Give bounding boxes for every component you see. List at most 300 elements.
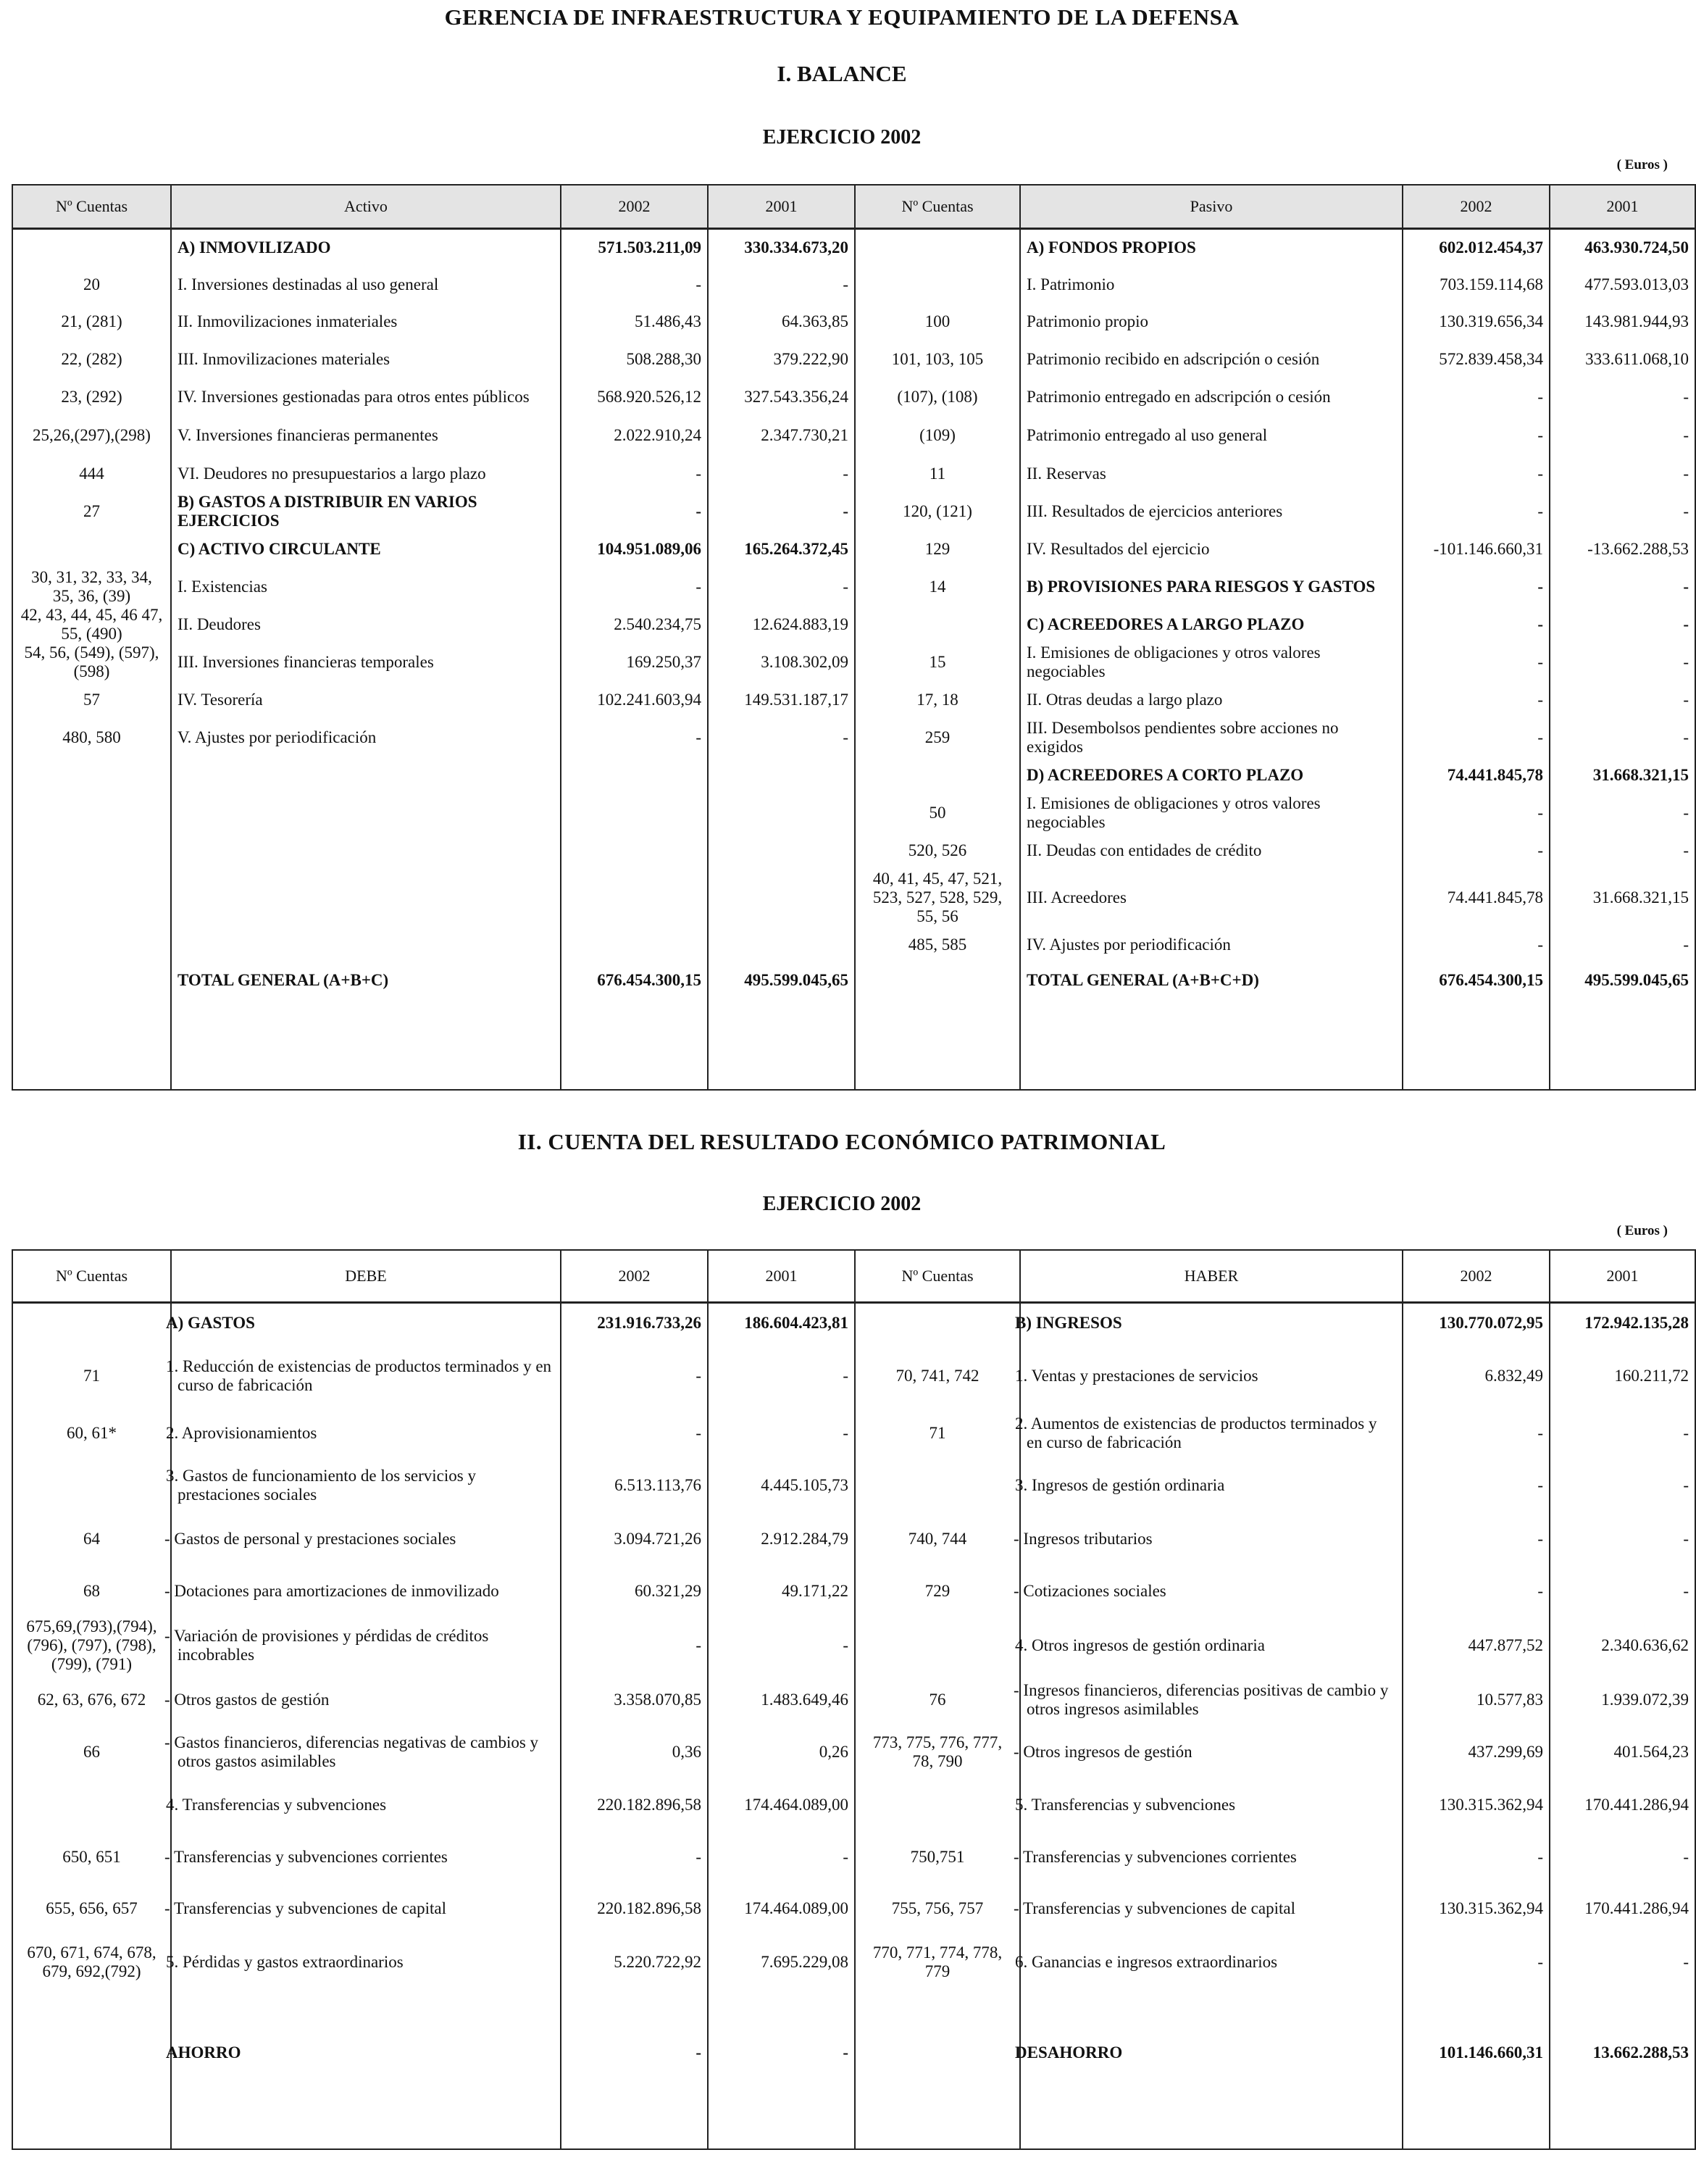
- debe-value-2001: -: [708, 1617, 855, 1674]
- haber-account-codes: 750,751: [855, 1832, 1020, 1883]
- activo-concept: [171, 832, 561, 870]
- debe-account-codes: 68: [12, 1565, 171, 1617]
- haber-account-codes: 755, 756, 757: [855, 1883, 1020, 1935]
- pasivo-value-2002: -: [1403, 378, 1550, 416]
- activo-value-2002: 508.288,30: [561, 341, 708, 378]
- activo-value-2001: -: [708, 568, 855, 606]
- resultado-row: [12, 1409, 1695, 1458]
- haber-concept: - Ingresos financieros, diferencias positivas de cambio y otros ingresos asimilables: [1020, 1674, 1403, 1726]
- pasivo-value-2002: 602.012.454,37: [1403, 229, 1550, 267]
- pasivo-value-2001: -: [1550, 378, 1695, 416]
- activo-value-2002: -: [561, 719, 708, 757]
- pasivo-account-codes: (107), (108): [855, 378, 1020, 416]
- debe-concept: - Gastos financieros, diferencias negativas de cambios y otros gastos asimilables: [171, 1726, 561, 1778]
- activo-concept: TOTAL GENERAL (A+B+C): [171, 964, 561, 1090]
- resultado-row: [12, 1935, 1695, 1990]
- resultado-row: [12, 1674, 1695, 1726]
- pasivo-value-2002: -: [1403, 568, 1550, 606]
- pasivo-value-2002: -101.146.660,31: [1403, 530, 1550, 568]
- haber-value-2002: -: [1403, 1565, 1550, 1617]
- activo-value-2002: 676.454.300,15: [561, 964, 708, 1090]
- debe-value-2002: 231.916.733,26: [561, 1303, 708, 1343]
- pasivo-concept: Patrimonio recibido en adscripción o cesión: [1020, 341, 1403, 378]
- resultado-col-debe-cuentas: Nº Cuentas: [12, 1250, 171, 1303]
- debe-concept: 1. Reducción de existencias de productos terminados y en curso de fabricación: [171, 1343, 561, 1409]
- haber-value-2001: 2.340.636,62: [1550, 1617, 1695, 1674]
- activo-value-2001: 330.334.673,20: [708, 229, 855, 267]
- haber-value-2002: -: [1403, 1935, 1550, 1990]
- debe-value-2001: 2.912.284,79: [708, 1513, 855, 1565]
- activo-account-codes: [12, 757, 171, 794]
- pasivo-concept: A) FONDOS PROPIOS: [1020, 229, 1403, 267]
- debe-concept: A) GASTOS: [171, 1303, 561, 1343]
- pasivo-value-2002: 703.159.114,68: [1403, 267, 1550, 303]
- debe-account-codes: 670, 671, 674, 678, 679, 692,(792): [12, 1935, 171, 1990]
- debe-concept: 4. Transferencias y subvenciones: [171, 1778, 561, 1832]
- activo-value-2001: 327.543.356,24: [708, 378, 855, 416]
- balance-table: [12, 184, 1696, 1091]
- pasivo-concept: TOTAL GENERAL (A+B+C+D): [1020, 964, 1403, 1090]
- pasivo-value-2002: -: [1403, 681, 1550, 719]
- resultado-section-title: II. CUENTA DEL RESULTADO ECONÓMICO PATRIMONIAL: [517, 1129, 1166, 1154]
- pasivo-value-2002: 676.454.300,15: [1403, 964, 1550, 1090]
- debe-value-2002: 3.358.070,85: [561, 1674, 708, 1726]
- pasivo-concept: Patrimonio propio: [1020, 303, 1403, 341]
- debe-account-codes: 655, 656, 657: [12, 1883, 171, 1935]
- debe-value-2001: 4.445.105,73: [708, 1458, 855, 1513]
- balance-col-activo: Activo: [171, 185, 561, 229]
- pasivo-concept: Patrimonio entregado al uso general: [1020, 416, 1403, 455]
- debe-account-codes: 675,69,(793),(794), (796), (797), (798), (799), (791): [12, 1617, 171, 1674]
- debe-account-codes: 60, 61*: [12, 1409, 171, 1458]
- debe-value-2001: 49.171,22: [708, 1565, 855, 1617]
- debe-account-codes: [12, 1778, 171, 1832]
- resultado-row: [12, 1565, 1695, 1617]
- haber-value-2002: -: [1403, 1409, 1550, 1458]
- debe-concept: - Transferencias y subvenciones de capital: [171, 1883, 561, 1935]
- debe-value-2001: 0,26: [708, 1726, 855, 1778]
- resultado-header-row: [12, 1250, 1695, 1303]
- debe-account-codes: [12, 1458, 171, 1513]
- haber-value-2001: -: [1550, 1458, 1695, 1513]
- haber-account-codes: 70, 741, 742: [855, 1343, 1020, 1409]
- pasivo-concept: B) PROVISIONES PARA RIESGOS Y GASTOS: [1020, 568, 1403, 606]
- activo-concept: [171, 926, 561, 964]
- pasivo-concept: III. Desembolsos pendientes sobre acciones no exigidos: [1020, 719, 1403, 757]
- resultado-col-debe-2001: 2001: [708, 1250, 855, 1303]
- haber-value-2001: -: [1550, 1409, 1695, 1458]
- pasivo-value-2002: 130.319.656,34: [1403, 303, 1550, 341]
- resultado-row: [12, 1883, 1695, 1935]
- activo-account-codes: [12, 832, 171, 870]
- haber-value-2002: 130.315.362,94: [1403, 1778, 1550, 1832]
- activo-value-2001: -: [708, 493, 855, 530]
- activo-value-2001: -: [708, 267, 855, 303]
- activo-account-codes: 22, (282): [12, 341, 171, 378]
- pasivo-account-codes: [855, 757, 1020, 794]
- debe-concept: AHORRO: [171, 1990, 561, 2149]
- pasivo-value-2001: 463.930.724,50: [1550, 229, 1695, 267]
- debe-concept: - Otros gastos de gestión: [171, 1674, 561, 1726]
- debe-value-2002: -: [561, 1409, 708, 1458]
- activo-value-2001: [708, 757, 855, 794]
- haber-concept: - Ingresos tributarios: [1020, 1513, 1403, 1565]
- resultado-row: [12, 1726, 1695, 1778]
- pasivo-concept: IV. Ajustes por periodificación: [1020, 926, 1403, 964]
- activo-concept: [171, 757, 561, 794]
- haber-value-2001: 170.441.286,94: [1550, 1883, 1695, 1935]
- pasivo-value-2002: 74.441.845,78: [1403, 757, 1550, 794]
- pasivo-account-codes: 11: [855, 455, 1020, 493]
- haber-value-2001: -: [1550, 1832, 1695, 1883]
- debe-value-2002: -: [561, 1617, 708, 1674]
- activo-account-codes: 25,26,(297),(298): [12, 416, 171, 455]
- activo-value-2001: [708, 794, 855, 832]
- activo-concept: [171, 794, 561, 832]
- haber-value-2001: 170.441.286,94: [1550, 1778, 1695, 1832]
- pasivo-value-2001: -: [1550, 926, 1695, 964]
- resultado-year: EJERCICIO 2002: [762, 1193, 922, 1215]
- debe-value-2001: -: [708, 1832, 855, 1883]
- balance-year: EJERCICIO 2002: [762, 126, 922, 149]
- pasivo-account-codes: 100: [855, 303, 1020, 341]
- activo-value-2001: 64.363,85: [708, 303, 855, 341]
- pasivo-value-2002: -: [1403, 719, 1550, 757]
- activo-value-2001: 3.108.302,09: [708, 643, 855, 681]
- entity-title: GERENCIA DE INFRAESTRUCTURA Y EQUIPAMIENTO DE LA DEFENSA: [444, 4, 1240, 30]
- pasivo-value-2002: 74.441.845,78: [1403, 870, 1550, 926]
- pasivo-concept: II. Deudas con entidades de crédito: [1020, 832, 1403, 870]
- pasivo-account-codes: 14: [855, 568, 1020, 606]
- pasivo-account-codes: [855, 267, 1020, 303]
- pasivo-concept: I. Emisiones de obligaciones y otros valores negociables: [1020, 794, 1403, 832]
- pasivo-value-2001: -: [1550, 568, 1695, 606]
- activo-value-2002: [561, 757, 708, 794]
- pasivo-value-2001: -: [1550, 416, 1695, 455]
- debe-account-codes: 62, 63, 676, 672: [12, 1674, 171, 1726]
- haber-value-2002: 437.299,69: [1403, 1726, 1550, 1778]
- activo-value-2002: 169.250,37: [561, 643, 708, 681]
- activo-concept: II. Deudores: [171, 606, 561, 643]
- debe-value-2001: 7.695.229,08: [708, 1935, 855, 1990]
- pasivo-account-codes: [855, 606, 1020, 643]
- activo-account-codes: 30, 31, 32, 33, 34, 35, 36, (39): [12, 568, 171, 606]
- pasivo-account-codes: 485, 585: [855, 926, 1020, 964]
- haber-value-2002: 10.577,83: [1403, 1674, 1550, 1726]
- activo-value-2001: 149.531.187,17: [708, 681, 855, 719]
- activo-value-2001: [708, 926, 855, 964]
- pasivo-concept: III. Acreedores: [1020, 870, 1403, 926]
- balance-row: [12, 341, 1695, 378]
- resultado-row: [12, 1303, 1695, 1343]
- debe-concept: - Variación de provisiones y pérdidas de créditos incobrables: [171, 1617, 561, 1674]
- pasivo-value-2001: -: [1550, 493, 1695, 530]
- resultado-col-haber: HABER: [1020, 1250, 1403, 1303]
- pasivo-value-2002: -: [1403, 832, 1550, 870]
- activo-account-codes: 480, 580: [12, 719, 171, 757]
- resultado-row: [12, 1343, 1695, 1409]
- activo-value-2002: -: [561, 455, 708, 493]
- activo-account-codes: [12, 229, 171, 267]
- activo-value-2002: [561, 832, 708, 870]
- balance-col-pasivo-cuentas: Nº Cuentas: [855, 185, 1020, 229]
- balance-row: [12, 530, 1695, 568]
- pasivo-value-2001: -: [1550, 794, 1695, 832]
- activo-value-2001: [708, 870, 855, 926]
- activo-account-codes: [12, 964, 171, 1090]
- pasivo-value-2001: 495.599.045,65: [1550, 964, 1695, 1090]
- pasivo-value-2002: -: [1403, 643, 1550, 681]
- balance-row: [12, 568, 1695, 606]
- pasivo-value-2001: 477.593.013,03: [1550, 267, 1695, 303]
- activo-concept: I. Inversiones destinadas al uso general: [171, 267, 561, 303]
- balance-col-pasivo: Pasivo: [1020, 185, 1403, 229]
- resultado-row: [12, 1513, 1695, 1565]
- debe-value-2002: 220.182.896,58: [561, 1883, 708, 1935]
- haber-value-2002: -: [1403, 1832, 1550, 1883]
- haber-value-2001: -: [1550, 1935, 1695, 1990]
- resultado-table: [12, 1249, 1696, 2150]
- pasivo-value-2001: -: [1550, 455, 1695, 493]
- activo-account-codes: 21, (281): [12, 303, 171, 341]
- pasivo-concept: II. Reservas: [1020, 455, 1403, 493]
- activo-value-2002: 104.951.089,06: [561, 530, 708, 568]
- activo-concept: A) INMOVILIZADO: [171, 229, 561, 267]
- activo-value-2002: -: [561, 267, 708, 303]
- debe-account-codes: 71: [12, 1343, 171, 1409]
- haber-value-2002: 6.832,49: [1403, 1343, 1550, 1409]
- activo-value-2001: 495.599.045,65: [708, 964, 855, 1090]
- haber-value-2001: 13.662.288,53: [1550, 1990, 1695, 2149]
- balance-row: [12, 926, 1695, 964]
- pasivo-value-2002: -: [1403, 926, 1550, 964]
- balance-row: [12, 964, 1695, 1090]
- activo-concept: III. Inmovilizaciones materiales: [171, 341, 561, 378]
- activo-concept: V. Ajustes por periodificación: [171, 719, 561, 757]
- activo-concept: V. Inversiones financieras permanentes: [171, 416, 561, 455]
- pasivo-concept: C) ACREEDORES A LARGO PLAZO: [1020, 606, 1403, 643]
- activo-value-2002: 51.486,43: [561, 303, 708, 341]
- resultado-col-haber-cuentas: Nº Cuentas: [855, 1250, 1020, 1303]
- pasivo-concept: III. Resultados de ejercicios anteriores: [1020, 493, 1403, 530]
- balance-row: [12, 378, 1695, 416]
- haber-value-2002: -: [1403, 1513, 1550, 1565]
- debe-concept: 3. Gastos de funcionamiento de los servicios y prestaciones sociales: [171, 1458, 561, 1513]
- balance-col-activo-2002: 2002: [561, 185, 708, 229]
- balance-col-activo-cuentas: Nº Cuentas: [12, 185, 171, 229]
- pasivo-value-2002: -: [1403, 794, 1550, 832]
- pasivo-value-2001: -: [1550, 643, 1695, 681]
- debe-value-2002: -: [561, 1990, 708, 2149]
- activo-account-codes: [12, 530, 171, 568]
- balance-row: [12, 719, 1695, 757]
- activo-value-2001: [708, 832, 855, 870]
- pasivo-concept: I. Emisiones de obligaciones y otros valores negociables: [1020, 643, 1403, 681]
- balance-row: [12, 493, 1695, 530]
- activo-account-codes: [12, 926, 171, 964]
- pasivo-account-codes: 40, 41, 45, 47, 521, 523, 527, 528, 529, 55, 56: [855, 870, 1020, 926]
- haber-account-codes: 770, 771, 774, 778, 779: [855, 1935, 1020, 1990]
- resultado-row: [12, 1832, 1695, 1883]
- pasivo-value-2002: -: [1403, 493, 1550, 530]
- haber-account-codes: [855, 1458, 1020, 1513]
- pasivo-account-codes: 101, 103, 105: [855, 341, 1020, 378]
- balance-currency-note: ( Euros ): [1616, 157, 1668, 172]
- debe-account-codes: [12, 1990, 171, 2149]
- balance-col-activo-2001: 2001: [708, 185, 855, 229]
- debe-value-2002: 3.094.721,26: [561, 1513, 708, 1565]
- pasivo-account-codes: [855, 229, 1020, 267]
- resultado-col-debe-2002: 2002: [561, 1250, 708, 1303]
- balance-row: [12, 455, 1695, 493]
- activo-account-codes: 23, (292): [12, 378, 171, 416]
- pasivo-value-2001: -: [1550, 606, 1695, 643]
- pasivo-account-codes: 17, 18: [855, 681, 1020, 719]
- activo-value-2002: -: [561, 493, 708, 530]
- pasivo-value-2002: -: [1403, 416, 1550, 455]
- pasivo-value-2001: 31.668.321,15: [1550, 870, 1695, 926]
- haber-concept: - Otros ingresos de gestión: [1020, 1726, 1403, 1778]
- pasivo-account-codes: 15: [855, 643, 1020, 681]
- pasivo-account-codes: 520, 526: [855, 832, 1020, 870]
- haber-value-2001: 401.564,23: [1550, 1726, 1695, 1778]
- debe-concept: 2. Aprovisionamientos: [171, 1409, 561, 1458]
- haber-value-2001: 172.942.135,28: [1550, 1303, 1695, 1343]
- activo-account-codes: [12, 794, 171, 832]
- resultado-col-haber-2002: 2002: [1403, 1250, 1550, 1303]
- haber-value-2002: -: [1403, 1458, 1550, 1513]
- haber-concept: 4. Otros ingresos de gestión ordinaria: [1020, 1617, 1403, 1674]
- haber-account-codes: [855, 1617, 1020, 1674]
- pasivo-value-2001: -13.662.288,53: [1550, 530, 1695, 568]
- haber-account-codes: 71: [855, 1409, 1020, 1458]
- haber-value-2001: -: [1550, 1513, 1695, 1565]
- resultado-row: [12, 1778, 1695, 1832]
- pasivo-value-2002: -: [1403, 606, 1550, 643]
- activo-account-codes: 42, 43, 44, 45, 46 47, 55, (490): [12, 606, 171, 643]
- pasivo-account-codes: 120, (121): [855, 493, 1020, 530]
- debe-value-2002: -: [561, 1343, 708, 1409]
- debe-value-2001: -: [708, 1409, 855, 1458]
- debe-value-2001: 1.483.649,46: [708, 1674, 855, 1726]
- pasivo-value-2001: 31.668.321,15: [1550, 757, 1695, 794]
- pasivo-value-2002: -: [1403, 455, 1550, 493]
- activo-value-2001: -: [708, 719, 855, 757]
- activo-concept: II. Inmovilizaciones inmateriales: [171, 303, 561, 341]
- pasivo-value-2002: 572.839.458,34: [1403, 341, 1550, 378]
- balance-section-title: I. BALANCE: [777, 61, 907, 86]
- debe-account-codes: 650, 651: [12, 1832, 171, 1883]
- balance-row: [12, 416, 1695, 455]
- balance-row: [12, 681, 1695, 719]
- balance-row: [12, 267, 1695, 303]
- balance-row: [12, 643, 1695, 681]
- activo-value-2001: -: [708, 455, 855, 493]
- activo-account-codes: [12, 870, 171, 926]
- pasivo-concept: Patrimonio entregado en adscripción o cesión: [1020, 378, 1403, 416]
- activo-concept: [171, 870, 561, 926]
- haber-value-2002: 130.770.072,95: [1403, 1303, 1550, 1343]
- pasivo-concept: D) ACREEDORES A CORTO PLAZO: [1020, 757, 1403, 794]
- debe-value-2001: -: [708, 1990, 855, 2149]
- balance-row: [12, 303, 1695, 341]
- balance-col-pasivo-2001: 2001: [1550, 185, 1695, 229]
- haber-concept: - Cotizaciones sociales: [1020, 1565, 1403, 1617]
- haber-value-2002: 101.146.660,31: [1403, 1990, 1550, 2149]
- debe-value-2001: 174.464.089,00: [708, 1778, 855, 1832]
- activo-value-2002: [561, 794, 708, 832]
- haber-value-2002: 447.877,52: [1403, 1617, 1550, 1674]
- haber-account-codes: 740, 744: [855, 1513, 1020, 1565]
- activo-account-codes: 27: [12, 493, 171, 530]
- activo-value-2002: 2.022.910,24: [561, 416, 708, 455]
- haber-value-2001: -: [1550, 1565, 1695, 1617]
- activo-concept: III. Inversiones financieras temporales: [171, 643, 561, 681]
- activo-value-2001: 12.624.883,19: [708, 606, 855, 643]
- activo-account-codes: 20: [12, 267, 171, 303]
- pasivo-value-2001: -: [1550, 719, 1695, 757]
- activo-value-2001: 379.222,90: [708, 341, 855, 378]
- activo-concept: VI. Deudores no presupuestarios a largo plazo: [171, 455, 561, 493]
- activo-value-2002: 571.503.211,09: [561, 229, 708, 267]
- activo-value-2001: 165.264.372,45: [708, 530, 855, 568]
- haber-account-codes: [855, 1303, 1020, 1343]
- haber-value-2001: 1.939.072,39: [1550, 1674, 1695, 1726]
- debe-value-2001: 174.464.089,00: [708, 1883, 855, 1935]
- activo-concept: C) ACTIVO CIRCULANTE: [171, 530, 561, 568]
- haber-concept: 2. Aumentos de existencias de productos terminados y en curso de fabricación: [1020, 1409, 1403, 1458]
- pasivo-value-2001: -: [1550, 681, 1695, 719]
- activo-value-2002: [561, 870, 708, 926]
- pasivo-value-2001: 333.611.068,10: [1550, 341, 1695, 378]
- debe-concept: - Dotaciones para amortizaciones de inmovilizado: [171, 1565, 561, 1617]
- debe-value-2001: -: [708, 1343, 855, 1409]
- haber-account-codes: 729: [855, 1565, 1020, 1617]
- balance-row: [12, 757, 1695, 794]
- activo-concept: IV. Inversiones gestionadas para otros entes públicos: [171, 378, 561, 416]
- debe-concept: - Gastos de personal y prestaciones sociales: [171, 1513, 561, 1565]
- resultado-row: [12, 1617, 1695, 1674]
- debe-value-2002: 5.220.722,92: [561, 1935, 708, 1990]
- activo-account-codes: 444: [12, 455, 171, 493]
- haber-account-codes: [855, 1990, 1020, 2149]
- pasivo-account-codes: [855, 964, 1020, 1090]
- pasivo-account-codes: 259: [855, 719, 1020, 757]
- balance-row: [12, 606, 1695, 643]
- debe-concept: - Transferencias y subvenciones corrientes: [171, 1832, 561, 1883]
- haber-account-codes: [855, 1778, 1020, 1832]
- activo-value-2002: -: [561, 568, 708, 606]
- pasivo-value-2001: -: [1550, 832, 1695, 870]
- debe-value-2002: 6.513.113,76: [561, 1458, 708, 1513]
- haber-concept: 1. Ventas y prestaciones de servicios: [1020, 1343, 1403, 1409]
- pasivo-concept: IV. Resultados del ejercicio: [1020, 530, 1403, 568]
- haber-concept: DESAHORRO: [1020, 1990, 1403, 2149]
- pasivo-value-2001: 143.981.944,93: [1550, 303, 1695, 341]
- haber-concept: 6. Ganancias e ingresos extraordinarios: [1020, 1935, 1403, 1990]
- haber-concept: 3. Ingresos de gestión ordinaria: [1020, 1458, 1403, 1513]
- resultado-col-haber-2001: 2001: [1550, 1250, 1695, 1303]
- activo-concept: I. Existencias: [171, 568, 561, 606]
- resultado-row: [12, 1990, 1695, 2149]
- resultado-col-debe: DEBE: [171, 1250, 561, 1303]
- debe-concept: 5. Pérdidas y gastos extraordinarios: [171, 1935, 561, 1990]
- debe-account-codes: [12, 1303, 171, 1343]
- debe-account-codes: 66: [12, 1726, 171, 1778]
- debe-value-2002: 220.182.896,58: [561, 1778, 708, 1832]
- debe-value-2002: 60.321,29: [561, 1565, 708, 1617]
- balance-col-pasivo-2002: 2002: [1403, 185, 1550, 229]
